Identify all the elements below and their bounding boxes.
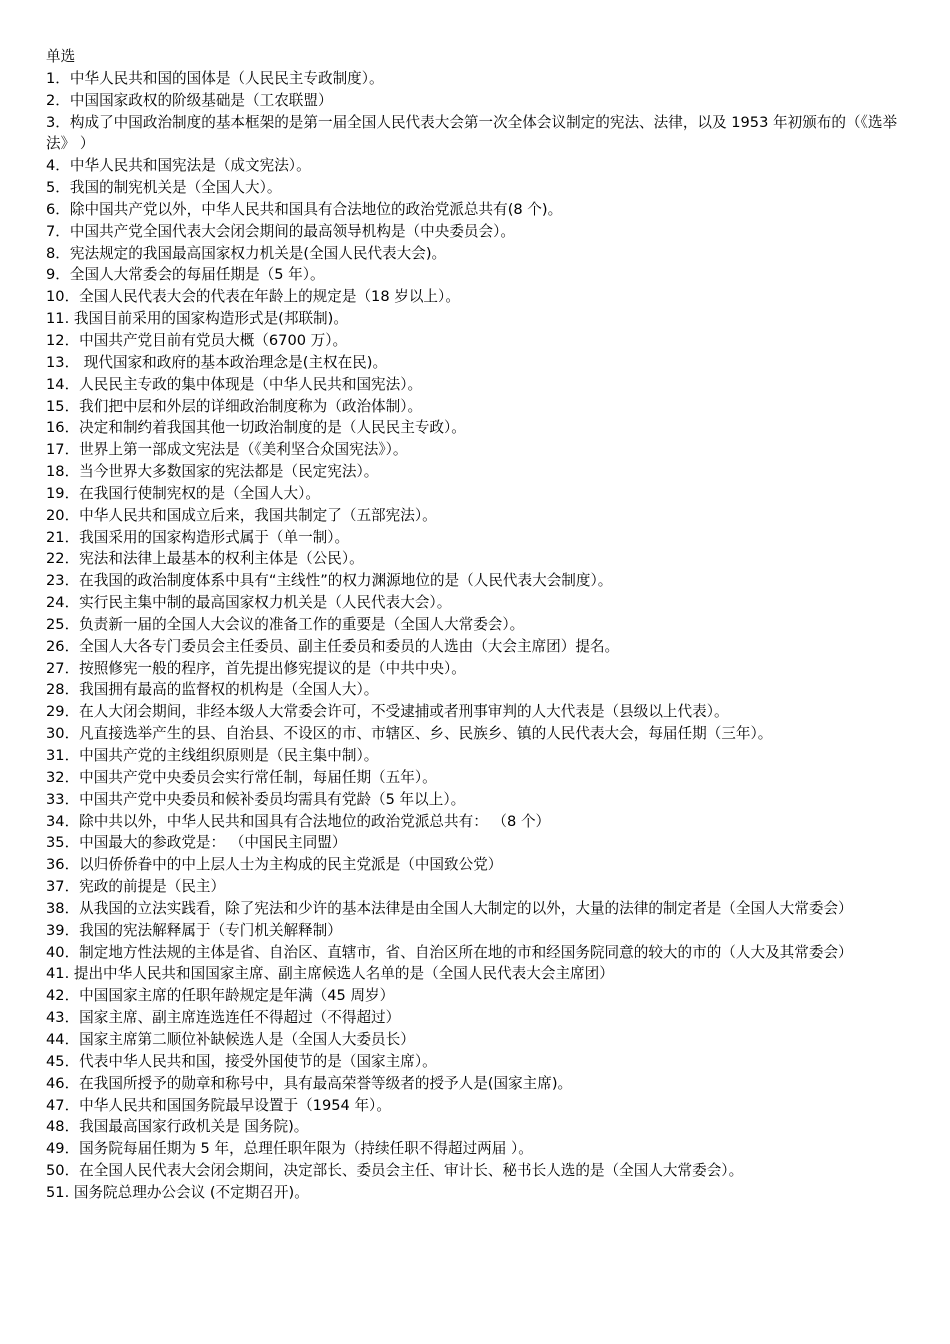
question-item: 17．世界上第一部成文宪法是（《美利坚合众国宪法》）。: [46, 441, 408, 459]
question-item: 26．全国人大各专门委员会主任委员、副主任委员和委员的人选由（大会主席团）提名。: [46, 637, 620, 655]
question-item: 8．宪法规定的我国最高国家权力机关是(全国人民代表大会)。: [46, 244, 447, 262]
question-item: 13． 现代国家和政府的基本政治理念是(主权在民)。: [46, 353, 388, 371]
question-item: 38．从我国的立法实践看，除了宪法和少许的基本法律是由全国人大制定的以外，大量的法律的制定者是（全国人大常委会）: [46, 899, 853, 917]
question-item: 12．中国共产党目前有党员大概（6700 万）。: [46, 331, 348, 349]
question-item: 33．中国共产党中央委员和候补委员均需具有党龄（5 年以上）。: [46, 790, 466, 808]
question-item: 4．中华人民共和国宪法是（成文宪法）。: [46, 157, 311, 175]
question-item: 25．负责新一届的全国人大会议的准备工作的重要是（全国人大常委会）。: [46, 615, 525, 633]
question-item: 31．中国共产党的主线组织原则是（民主集中制）。: [46, 747, 379, 764]
question-item: 39．我国的宪法解释属于（专门机关解释制）: [46, 921, 342, 939]
question-item: 2．中国国家政权的阶级基础是（工农联盟）: [46, 91, 333, 109]
question-item: 22．宪法和法律上最基本的权利主体是（公民）。: [46, 550, 364, 568]
question-item: 48．我国最高国家行政机关是 国务院)。: [46, 1118, 309, 1136]
question-item: 41. 提出中华人民共和国国家主席、副主席候选人名单的是（全国人民代表大会主席团）: [46, 965, 614, 983]
question-item: 6．除中国共产党以外，中华人民共和国具有合法地位的政治党派总共有(8 个)。: [46, 200, 563, 218]
question-item: 19．在我国行使制宪权的是（全国人大）。: [46, 484, 320, 502]
question-item: 7．中国共产党全国代表大会闭会期间的最高领导机构是（中央委员会）。: [46, 222, 515, 240]
question-item: 50．在全国人民代表大会闭会期间，决定部长、委员会主任、审计长、秘书长人选的是（全国人大常委会）。: [46, 1162, 744, 1180]
question-item: 44．国家主席第二顺位补缺候选人是（全国人大委员长）: [46, 1030, 415, 1048]
question-item: 21．我国采用的国家构造形式属于（单一制）。: [46, 528, 350, 546]
question-item: 49．国务院每届任期为 5 年，总理任职年限为（持续任职不得超过两届 ）。: [46, 1140, 533, 1158]
question-item: 10．全国人民代表大会的代表在年龄上的规定是（18 岁以上）。: [46, 288, 460, 306]
question-item: 11. 我国目前采用的国家构造形式是(邦联制)。: [46, 310, 348, 328]
question-item: 35．中国最大的参政党是： （中国民主同盟）: [46, 834, 347, 852]
question-item: 47．中华人民共和国国务院最早设置于（1954 年）。: [46, 1096, 391, 1114]
question-item: 29．在人大闭会期间，非经本级人大常委会许可，不受逮捕或者刑事审判的人大代表是（县级以上代表）。: [46, 703, 729, 721]
question-item: 27．按照修宪一般的程序，首先提出修宪提议的是（中共中央）。: [46, 659, 466, 677]
question-item: 9．全国人大常委会的每届任期是（5 年）。: [46, 266, 325, 284]
question-item: 23．在我国的政治制度体系中具有“主线性”的权力渊源地位的是（人民代表大会制度）。: [46, 572, 613, 590]
section-heading: 单选: [46, 48, 76, 65]
question-item: 46．在我国所授予的勋章和称号中，具有最高荣誉等级者的授予人是(国家主席)。: [46, 1074, 573, 1092]
question-item: 16．决定和制约着我国其他一切政治制度的是（人民民主专政）。: [46, 419, 466, 437]
question-item: 34．除中共以外，中华人民共和国具有合法地位的政治党派总共有： （8 个）: [46, 812, 551, 830]
question-item: 42．中国国家主席的任职年龄规定是年满（45 周岁）: [46, 987, 395, 1005]
question-item: 37．宪政的前提是（民主）: [46, 878, 226, 896]
question-item: 45．代表中华人民共和国，接受外国使节的是（国家主席）。: [46, 1052, 437, 1070]
question-item: 20．中华人民共和国成立后来，我国共制定了（五部宪法）。: [46, 506, 437, 524]
question-item: 1．中华人民共和国的国体是（人民民主专政制度）。: [46, 69, 384, 87]
question-list: [46, 68, 908, 1204]
question-item: 32．中国共产党中央委员会实行常任制，每届任期（五年）。: [46, 768, 437, 786]
question-item: 15．我们把中层和外层的详细政治制度称为（政治体制）。: [46, 397, 423, 415]
question-item: 36．以归侨侨眷中的中上层人士为主构成的民主党派是（中国致公党）: [46, 856, 503, 874]
question-item: 18．当今世界大多数国家的宪法都是（民定宪法）。: [46, 463, 379, 481]
question-item: 30．凡直接选举产生的县、自治县、不设区的市、市辖区、乡、民族乡、镇的人民代表大会，每届任期（三年）。: [46, 725, 773, 743]
question-item: 24．实行民主集中制的最高国家权力机关是（人民代表大会）。: [46, 594, 452, 612]
question-item: 5．我国的制宪机关是（全国人大）。: [46, 179, 282, 197]
document-body: [46, 46, 908, 1204]
question-item: 43．国家主席、副主席连选连任不得超过（不得超过）: [46, 1009, 401, 1027]
question-item: 40．制定地方性法规的主体是省、自治区、直辖市，省、自治区所在地的市和经国务院同意的较大的市的（人大及其常委会）: [46, 943, 853, 961]
question-item: 3．构成了中国政治制度的基本框架的是第一届全国人民代表大会第一次全体会议制定的宪法、法律，以及 1953 年初颁布的（《选举法》 ）: [46, 113, 898, 153]
question-item: 28．我国拥有最高的监督权的机构是（全国人大）。: [46, 681, 379, 699]
question-item: 51. 国务院总理办公会议 (不定期召开)。: [46, 1183, 309, 1201]
question-item: 14．人民民主专政的集中体现是（中华人民共和国宪法）。: [46, 375, 423, 393]
